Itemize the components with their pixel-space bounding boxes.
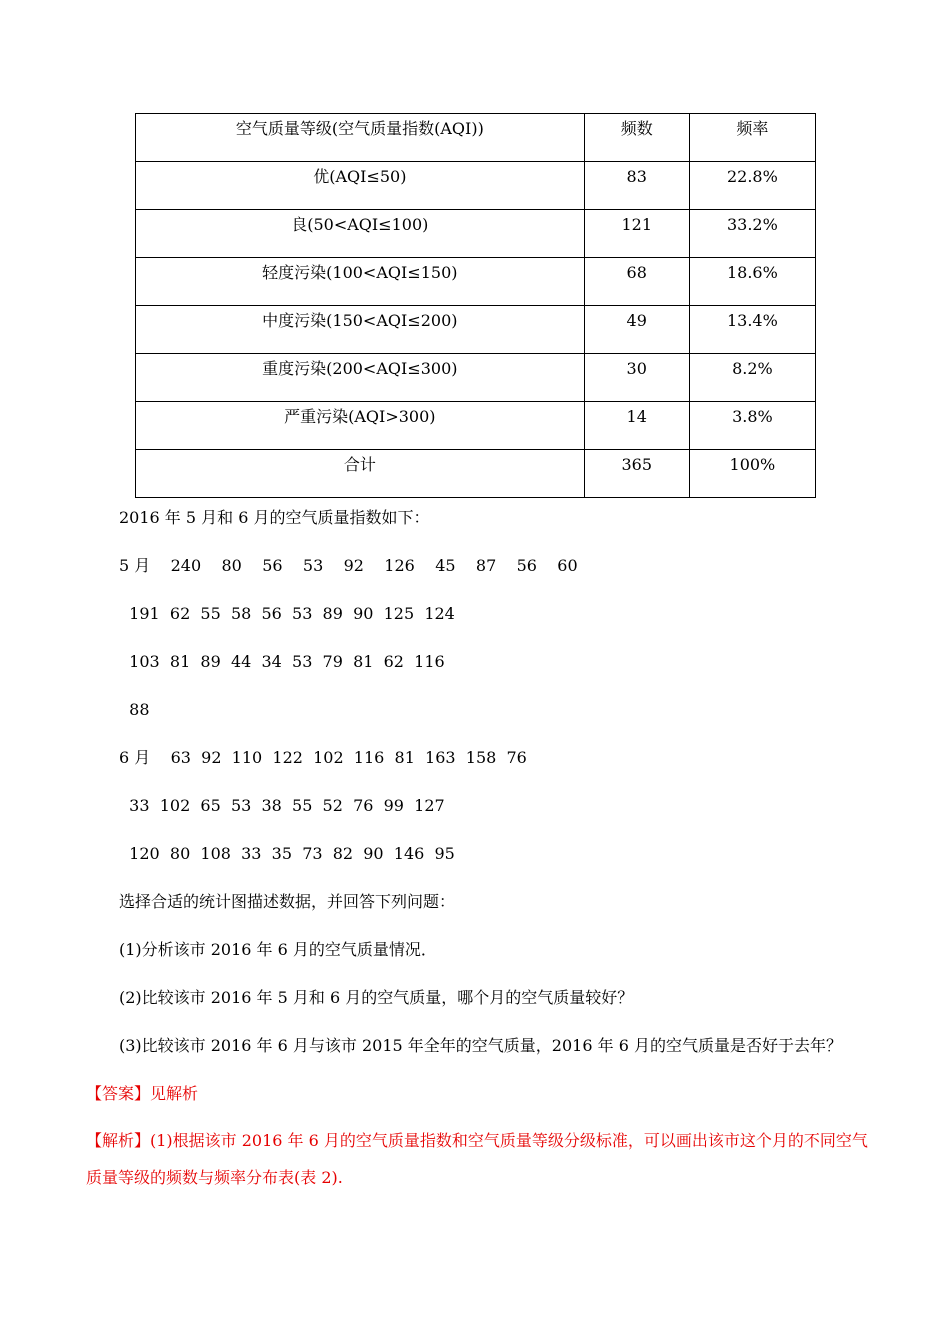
question-1: (1)分析该市 2016 年 6 月的空气质量情况． <box>119 940 437 959</box>
table-row <box>136 162 816 210</box>
table-cell: 重度污染(200<AQI≤300) <box>136 354 585 402</box>
table-cell: 13.4% <box>689 306 815 354</box>
may-data-line: 5 月 240 80 56 53 92 126 45 87 56 60 <box>119 556 578 575</box>
answer-text: 【答案】见解析 <box>86 1084 199 1103</box>
table-row <box>136 258 816 306</box>
table-header-row <box>136 114 816 162</box>
intro-text: 2016 年 5 月和 6 月的空气质量指数如下： <box>119 508 430 527</box>
header-cell-frequency: 频率 <box>689 114 815 162</box>
table-row <box>136 402 816 450</box>
table-cell: 3.8% <box>689 402 815 450</box>
header-cell-count: 频数 <box>584 114 689 162</box>
table-cell: 83 <box>584 162 689 210</box>
table-cell: 121 <box>584 210 689 258</box>
may-data-line: 103 81 89 44 34 53 79 81 62 116 <box>119 652 445 671</box>
june-data-line: 6 月 63 92 110 122 102 116 81 163 158 76 <box>119 748 527 767</box>
table-cell: 中度污染(150<AQI≤200) <box>136 306 585 354</box>
instruction-text: 选择合适的统计图描述数据，并回答下列问题： <box>119 892 456 911</box>
table-cell: 18.6% <box>689 258 815 306</box>
table-cell: 优(AQI≤50) <box>136 162 585 210</box>
table-cell: 30 <box>584 354 689 402</box>
table-cell: 8.2% <box>689 354 815 402</box>
table-cell: 68 <box>584 258 689 306</box>
table-cell: 合计 <box>136 450 585 498</box>
question-2: (2)比较该市 2016 年 5 月和 6 月的空气质量，哪个月的空气质量较好？ <box>119 988 634 1007</box>
table-cell: 14 <box>584 402 689 450</box>
analysis-text: 【解析】(1)根据该市 2016 年 6 月的空气质量指数和空气质量等级分级标准，可以画出该市这个月的不同空气质量等级的频数与频率分布表(表 2). <box>86 1131 868 1187</box>
table-cell: 轻度污染(100<AQI≤150) <box>136 258 585 306</box>
may-data-line: 88 <box>119 700 150 719</box>
table-row <box>136 354 816 402</box>
table-cell: 33.2% <box>689 210 815 258</box>
table-cell: 365 <box>584 450 689 498</box>
table-total-row <box>136 450 816 498</box>
june-data-line: 33 102 65 53 38 55 52 76 99 127 <box>119 796 445 815</box>
table-cell: 100% <box>689 450 815 498</box>
table-cell: 49 <box>584 306 689 354</box>
aqi-frequency-table <box>135 113 816 498</box>
june-data-line: 120 80 108 33 35 73 82 90 146 95 <box>119 844 455 863</box>
question-3: (3)比较该市 2016 年 6 月与该市 2015 年全年的空气质量，2016 年 6 月的空气质量是否好于去年？ <box>119 1036 842 1055</box>
table-row <box>136 306 816 354</box>
may-data-line: 191 62 55 58 56 53 89 90 125 124 <box>119 604 455 623</box>
table-cell: 良(50<AQI≤100) <box>136 210 585 258</box>
table-cell: 22.8% <box>689 162 815 210</box>
table-cell: 严重污染(AQI>300) <box>136 402 585 450</box>
header-cell-level: 空气质量等级(空气质量指数(AQI)) <box>136 114 585 162</box>
table-row <box>136 210 816 258</box>
